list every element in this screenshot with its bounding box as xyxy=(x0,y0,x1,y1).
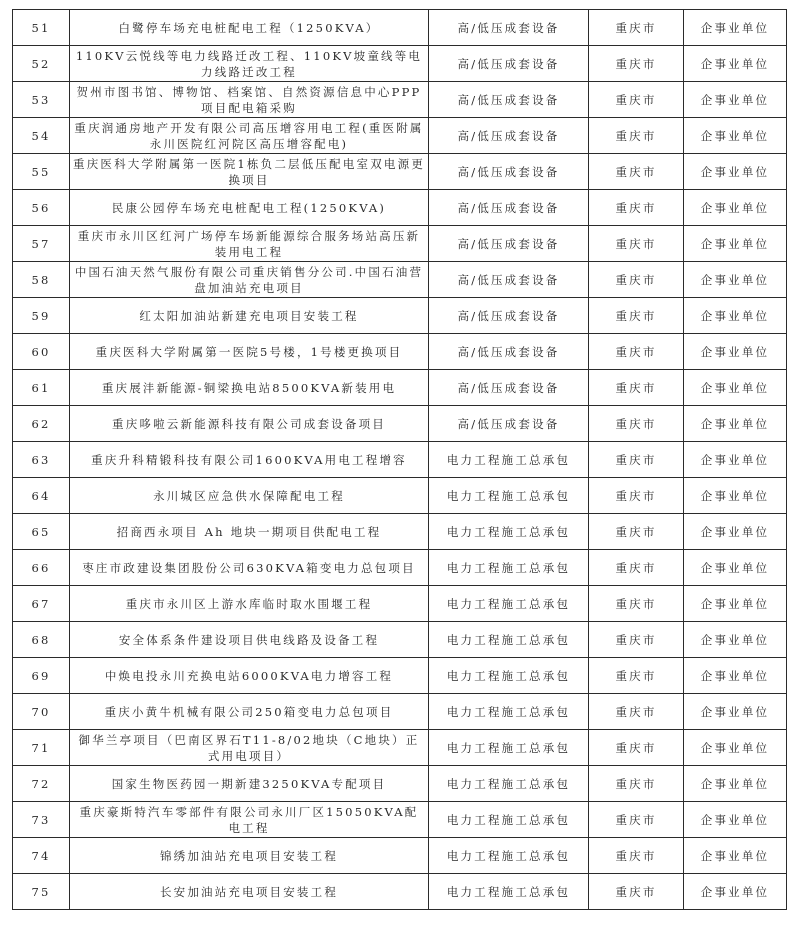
row-number-cell: 66 xyxy=(13,550,70,586)
table-row xyxy=(13,334,787,370)
project-city-cell: 重庆市 xyxy=(589,298,684,334)
table-row xyxy=(13,190,787,226)
project-name-cell: 重庆市永川区红河广场停车场新能源综合服务场站高压新装用电工程 xyxy=(70,226,429,262)
project-category-cell: 高/低压成套设备 xyxy=(429,46,589,82)
project-category-cell: 电力工程施工总承包 xyxy=(429,658,589,694)
project-name-cell: 重庆哆啦云新能源科技有限公司成套设备项目 xyxy=(70,406,429,442)
client-type-cell: 企事业单位 xyxy=(684,82,787,118)
client-type-cell: 企事业单位 xyxy=(684,874,787,910)
client-type-cell: 企事业单位 xyxy=(684,694,787,730)
table-row xyxy=(13,10,787,46)
table-row xyxy=(13,118,787,154)
client-type-cell: 企事业单位 xyxy=(684,118,787,154)
row-number-cell: 54 xyxy=(13,118,70,154)
client-type-cell: 企事业单位 xyxy=(684,586,787,622)
row-number-cell: 60 xyxy=(13,334,70,370)
project-category-cell: 高/低压成套设备 xyxy=(429,406,589,442)
row-number-cell: 73 xyxy=(13,802,70,838)
client-type-cell: 企事业单位 xyxy=(684,226,787,262)
row-number-cell: 72 xyxy=(13,766,70,802)
project-city-cell: 重庆市 xyxy=(589,46,684,82)
client-type-cell: 企事业单位 xyxy=(684,46,787,82)
row-number-cell: 62 xyxy=(13,406,70,442)
project-name-cell: 重庆医科大学附属第一医院1栋负二层低压配电室双电源更换项目 xyxy=(70,154,429,190)
client-type-cell: 企事业单位 xyxy=(684,766,787,802)
project-category-cell: 电力工程施工总承包 xyxy=(429,874,589,910)
project-city-cell: 重庆市 xyxy=(589,262,684,298)
table-row xyxy=(13,766,787,802)
project-name-cell: 中焕电投永川充换电站6000KVA电力增容工程 xyxy=(70,658,429,694)
project-table xyxy=(12,9,787,910)
table-row xyxy=(13,586,787,622)
project-category-cell: 电力工程施工总承包 xyxy=(429,478,589,514)
project-name-cell: 国家生物医药园一期新建3250KVA专配项目 xyxy=(70,766,429,802)
project-category-cell: 电力工程施工总承包 xyxy=(429,802,589,838)
project-category-cell: 高/低压成套设备 xyxy=(429,154,589,190)
table-row xyxy=(13,658,787,694)
table-row xyxy=(13,478,787,514)
row-number-cell: 53 xyxy=(13,82,70,118)
client-type-cell: 企事业单位 xyxy=(684,802,787,838)
project-city-cell: 重庆市 xyxy=(589,658,684,694)
client-type-cell: 企事业单位 xyxy=(684,406,787,442)
project-city-cell: 重庆市 xyxy=(589,226,684,262)
client-type-cell: 企事业单位 xyxy=(684,190,787,226)
project-name-cell: 永川城区应急供水保障配电工程 xyxy=(70,478,429,514)
client-type-cell: 企事业单位 xyxy=(684,334,787,370)
project-city-cell: 重庆市 xyxy=(589,730,684,766)
project-name-cell: 贺州市图书馆、博物馆、档案馆、自然资源信息中心PPP项目配电箱采购 xyxy=(70,82,429,118)
project-name-cell: 重庆豪斯特汽车零部件有限公司永川厂区15050KVA配电工程 xyxy=(70,802,429,838)
row-number-cell: 56 xyxy=(13,190,70,226)
client-type-cell: 企事业单位 xyxy=(684,622,787,658)
row-number-cell: 69 xyxy=(13,658,70,694)
project-category-cell: 电力工程施工总承包 xyxy=(429,586,589,622)
row-number-cell: 74 xyxy=(13,838,70,874)
row-number-cell: 51 xyxy=(13,10,70,46)
table-row xyxy=(13,694,787,730)
project-city-cell: 重庆市 xyxy=(589,802,684,838)
project-name-cell: 民康公园停车场充电桩配电工程(1250KVA) xyxy=(70,190,429,226)
project-city-cell: 重庆市 xyxy=(589,190,684,226)
client-type-cell: 企事业单位 xyxy=(684,154,787,190)
project-name-cell: 重庆升科精锻科技有限公司1600KVA用电工程增容 xyxy=(70,442,429,478)
table-row xyxy=(13,226,787,262)
project-category-cell: 电力工程施工总承包 xyxy=(429,730,589,766)
table-row xyxy=(13,82,787,118)
project-city-cell: 重庆市 xyxy=(589,694,684,730)
row-number-cell: 65 xyxy=(13,514,70,550)
table-row xyxy=(13,550,787,586)
client-type-cell: 企事业单位 xyxy=(684,658,787,694)
client-type-cell: 企事业单位 xyxy=(684,550,787,586)
client-type-cell: 企事业单位 xyxy=(684,442,787,478)
table-row xyxy=(13,622,787,658)
table-row xyxy=(13,298,787,334)
row-number-cell: 68 xyxy=(13,622,70,658)
project-name-cell: 重庆小黄牛机械有限公司250箱变电力总包项目 xyxy=(70,694,429,730)
project-city-cell: 重庆市 xyxy=(589,622,684,658)
project-name-cell: 白鹭停车场充电桩配电工程（1250KVA） xyxy=(70,10,429,46)
client-type-cell: 企事业单位 xyxy=(684,370,787,406)
row-number-cell: 61 xyxy=(13,370,70,406)
project-city-cell: 重庆市 xyxy=(589,550,684,586)
row-number-cell: 58 xyxy=(13,262,70,298)
table-row xyxy=(13,442,787,478)
client-type-cell: 企事业单位 xyxy=(684,298,787,334)
row-number-cell: 75 xyxy=(13,874,70,910)
table-row xyxy=(13,730,787,766)
project-city-cell: 重庆市 xyxy=(589,10,684,46)
table-row xyxy=(13,370,787,406)
project-city-cell: 重庆市 xyxy=(589,406,684,442)
client-type-cell: 企事业单位 xyxy=(684,838,787,874)
project-category-cell: 电力工程施工总承包 xyxy=(429,838,589,874)
project-city-cell: 重庆市 xyxy=(589,586,684,622)
project-category-cell: 电力工程施工总承包 xyxy=(429,442,589,478)
project-name-cell: 红太阳加油站新建充电项目安装工程 xyxy=(70,298,429,334)
project-category-cell: 电力工程施工总承包 xyxy=(429,550,589,586)
project-city-cell: 重庆市 xyxy=(589,370,684,406)
row-number-cell: 52 xyxy=(13,46,70,82)
project-name-cell: 重庆医科大学附属第一医院5号楼，1号楼更换项目 xyxy=(70,334,429,370)
client-type-cell: 企事业单位 xyxy=(684,478,787,514)
table-row xyxy=(13,154,787,190)
table-row xyxy=(13,406,787,442)
project-name-cell: 重庆润通房地产开发有限公司高压增容用电工程(重医附属永川医院红河院区高压增容配电) xyxy=(70,118,429,154)
project-name-cell: 枣庄市政建设集团股份公司630KVA箱变电力总包项目 xyxy=(70,550,429,586)
project-city-cell: 重庆市 xyxy=(589,82,684,118)
project-category-cell: 高/低压成套设备 xyxy=(429,118,589,154)
project-category-cell: 高/低压成套设备 xyxy=(429,262,589,298)
table-row xyxy=(13,46,787,82)
project-city-cell: 重庆市 xyxy=(589,442,684,478)
table-row xyxy=(13,874,787,910)
project-category-cell: 高/低压成套设备 xyxy=(429,190,589,226)
row-number-cell: 59 xyxy=(13,298,70,334)
project-category-cell: 高/低压成套设备 xyxy=(429,298,589,334)
project-category-cell: 电力工程施工总承包 xyxy=(429,766,589,802)
row-number-cell: 63 xyxy=(13,442,70,478)
project-city-cell: 重庆市 xyxy=(589,514,684,550)
row-number-cell: 70 xyxy=(13,694,70,730)
project-city-cell: 重庆市 xyxy=(589,874,684,910)
project-city-cell: 重庆市 xyxy=(589,334,684,370)
project-name-cell: 御华兰亭项目（巴南区界石T11-8/02地块（C地块）正式用电项目） xyxy=(70,730,429,766)
project-category-cell: 高/低压成套设备 xyxy=(429,370,589,406)
project-category-cell: 高/低压成套设备 xyxy=(429,226,589,262)
project-name-cell: 重庆市永川区上游水库临时取水围堰工程 xyxy=(70,586,429,622)
client-type-cell: 企事业单位 xyxy=(684,514,787,550)
project-city-cell: 重庆市 xyxy=(589,118,684,154)
project-name-cell: 招商西永项目 Ah 地块一期项目供配电工程 xyxy=(70,514,429,550)
client-type-cell: 企事业单位 xyxy=(684,262,787,298)
project-category-cell: 电力工程施工总承包 xyxy=(429,694,589,730)
project-category-cell: 电力工程施工总承包 xyxy=(429,622,589,658)
project-name-cell: 110KV云悦线等电力线路迁改工程、110KV坡童线等电力线路迁改工程 xyxy=(70,46,429,82)
row-number-cell: 67 xyxy=(13,586,70,622)
client-type-cell: 企事业单位 xyxy=(684,10,787,46)
table-row xyxy=(13,262,787,298)
project-category-cell: 高/低压成套设备 xyxy=(429,82,589,118)
table-row xyxy=(13,802,787,838)
project-name-cell: 重庆展沣新能源-铜梁换电站8500KVA新装用电 xyxy=(70,370,429,406)
project-city-cell: 重庆市 xyxy=(589,766,684,802)
project-city-cell: 重庆市 xyxy=(589,478,684,514)
row-number-cell: 55 xyxy=(13,154,70,190)
project-name-cell: 中国石油天然气服份有限公司重庆销售分公司.中国石油营盘加油站充电项目 xyxy=(70,262,429,298)
row-number-cell: 57 xyxy=(13,226,70,262)
table-row xyxy=(13,838,787,874)
project-city-cell: 重庆市 xyxy=(589,154,684,190)
project-category-cell: 电力工程施工总承包 xyxy=(429,514,589,550)
project-city-cell: 重庆市 xyxy=(589,838,684,874)
row-number-cell: 64 xyxy=(13,478,70,514)
project-category-cell: 高/低压成套设备 xyxy=(429,334,589,370)
client-type-cell: 企事业单位 xyxy=(684,730,787,766)
project-name-cell: 安全体系条件建设项目供电线路及设备工程 xyxy=(70,622,429,658)
project-name-cell: 长安加油站充电项目安装工程 xyxy=(70,874,429,910)
project-name-cell: 锦绣加油站充电项目安装工程 xyxy=(70,838,429,874)
row-number-cell: 71 xyxy=(13,730,70,766)
project-category-cell: 高/低压成套设备 xyxy=(429,10,589,46)
project-table-body xyxy=(13,10,787,910)
table-row xyxy=(13,514,787,550)
